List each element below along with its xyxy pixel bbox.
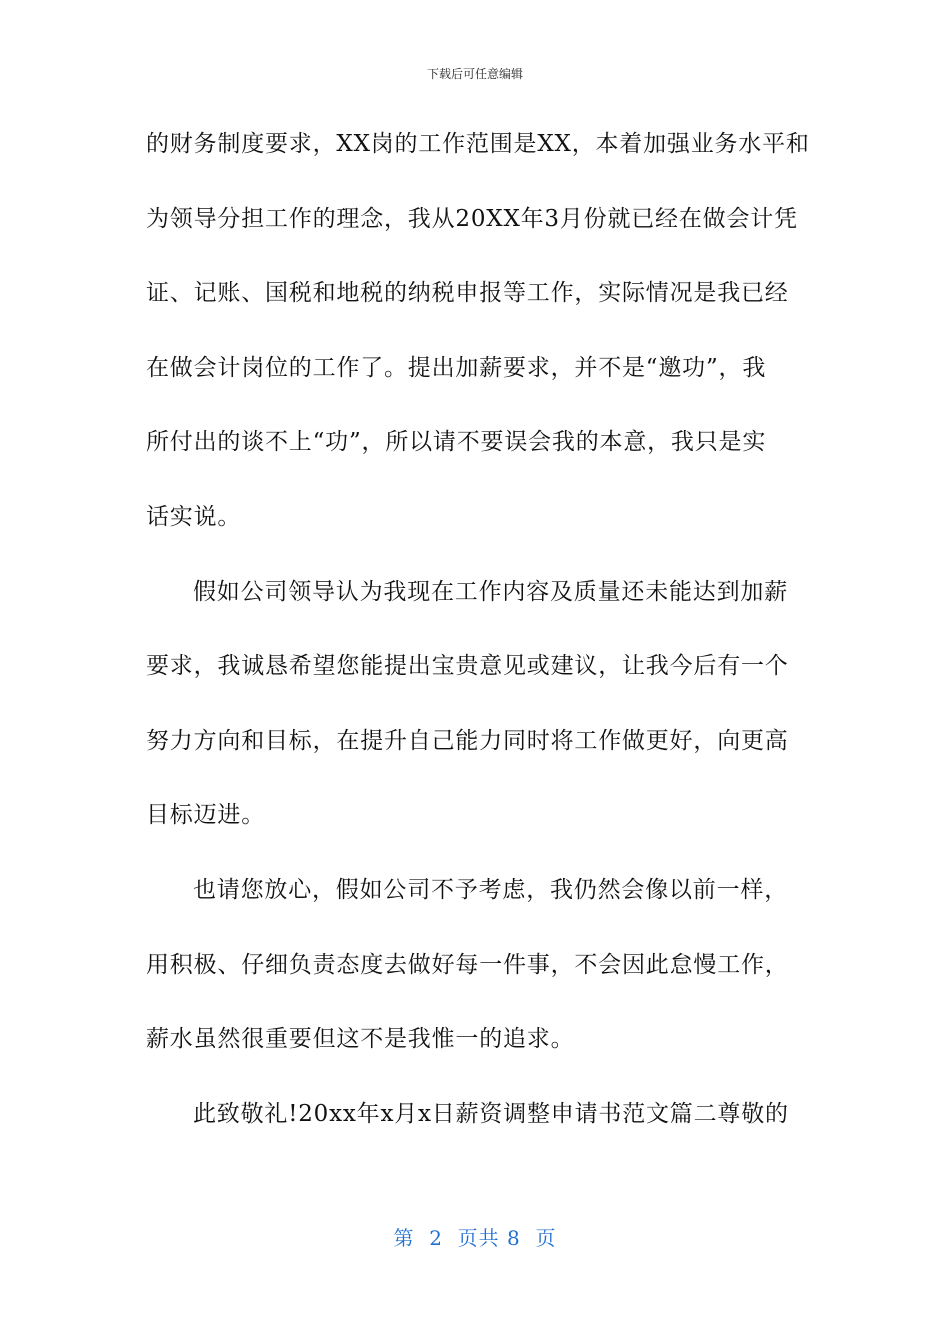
paragraph-start-line: 此致敬礼!20xx年x月x日薪资调整申请书范文篇二尊敬的 [193,1100,789,1127]
body-line: 所付出的谈不上“功”，所以请不要误会我的本意，我只是实 [146,429,767,456]
body-line: 证、记账、国税和地税的纳税申报等工作，实际情况是我已经 [146,280,789,307]
paragraph-start-line: 也请您放心，假如公司不予考虑，我仍然会像以前一样， [193,876,788,903]
body-line: 要求，我诚恳希望您能提出宝贵意见或建议，让我今后有一个 [146,653,789,680]
document-body [146,118,810,1162]
page-number-footer: 第 2 页共 8 页 [393,1226,557,1250]
body-line: 用积极、仔细负责态度去做好每一件事，不会因此怠慢工作， [146,951,789,978]
paragraph-start-line: 假如公司领导认为我现在工作内容及质量还未能达到加薪 [193,578,788,605]
body-line: 薪水虽然很重要但这不是我惟一的追求。 [146,1026,575,1053]
body-line: 为领导分担工作的理念，我从20XX年3月份就已经在做会计凭 [146,205,798,232]
page-header: 下载后可任意编辑 [426,67,523,81]
body-line: 努力方向和目标，在提升自己能力同时将工作做更好，向更高 [146,727,789,754]
body-line: 在做会计岗位的工作了。提出加薪要求，并不是“邀功”，我 [146,354,767,381]
body-line: 的财务制度要求，XX岗的工作范围是XX，本着加强业务水平和 [146,131,810,157]
body-line: 目标迈进。 [146,802,265,829]
body-line: 话实说。 [146,503,242,530]
